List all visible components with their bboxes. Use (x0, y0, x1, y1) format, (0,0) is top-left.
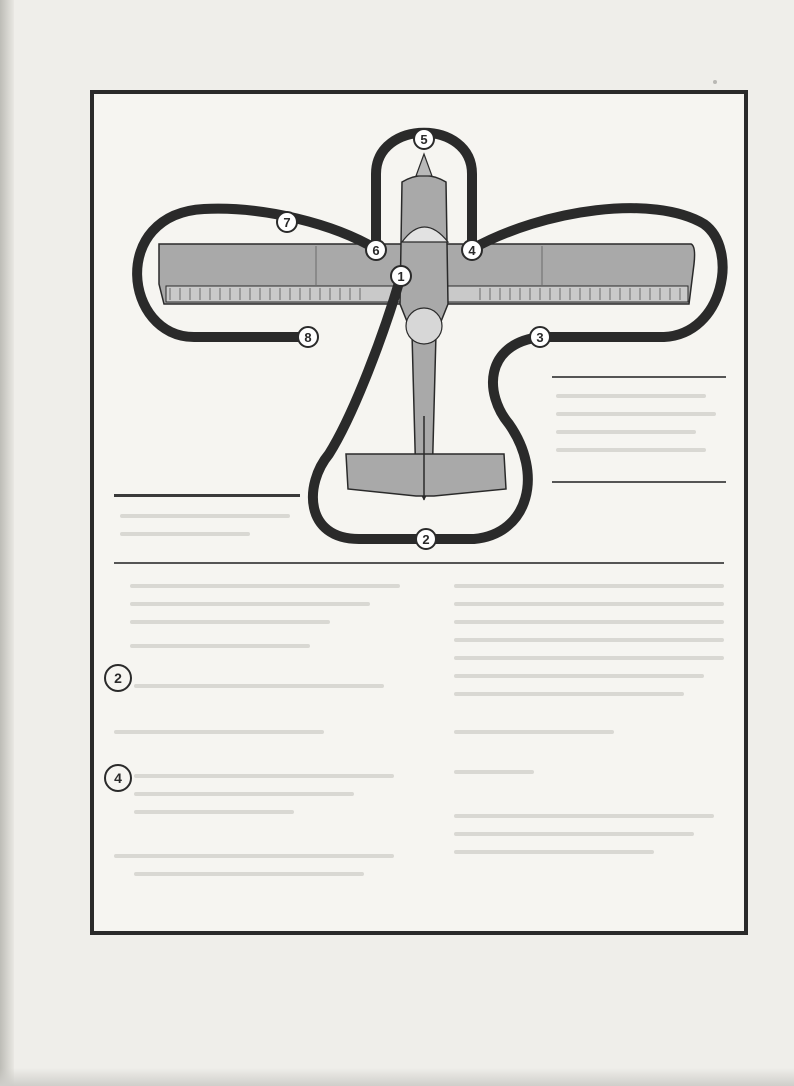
step-marker-2 (104, 664, 132, 692)
faded-text-line (454, 814, 714, 818)
route-marker-8-label: 8 (304, 330, 312, 345)
page-bottom-shadow (0, 1068, 794, 1086)
route-marker-4 (462, 240, 482, 260)
faded-text-line (130, 620, 330, 624)
faded-text-line (134, 684, 384, 688)
faded-text-line (454, 638, 724, 642)
route-marker-1-label: 1 (397, 269, 405, 284)
faded-text-line (134, 774, 394, 778)
faded-text-line (134, 792, 354, 796)
faded-text-line (134, 872, 364, 876)
propeller-spinner (416, 154, 432, 176)
route-marker-3-label: 3 (536, 330, 544, 345)
route-marker-2-label: 2 (422, 532, 430, 547)
step-marker-4 (104, 764, 132, 792)
route-marker-7-label: 7 (283, 215, 291, 230)
page-edge-shadow (0, 0, 14, 1086)
left-caption-rule (114, 494, 300, 497)
faded-text-line (120, 532, 250, 536)
faded-text-line (454, 584, 724, 588)
horizontal-stabilizer (346, 454, 506, 496)
route-marker-5-label: 5 (420, 132, 428, 147)
faded-text-line (556, 448, 706, 452)
route-marker-2 (416, 529, 436, 549)
faded-text-line (130, 584, 400, 588)
faded-text-line (454, 620, 724, 624)
faded-text-line (120, 514, 290, 518)
faded-text-line (134, 810, 294, 814)
rear-cockpit (406, 308, 442, 344)
right-callout-rule-bottom (552, 481, 726, 483)
route-marker-7 (277, 212, 297, 232)
faded-text-line (130, 644, 310, 648)
faded-text-line (130, 602, 370, 606)
faded-text-line (556, 430, 696, 434)
faded-text-line (556, 412, 716, 416)
faded-text-line (454, 850, 654, 854)
section-divider (114, 562, 724, 564)
route-marker-4-label: 4 (468, 243, 476, 258)
route-marker-6 (366, 240, 386, 260)
faded-text-line (454, 602, 724, 606)
route-marker-8 (298, 327, 318, 347)
faded-text-line (556, 394, 706, 398)
step-marker-4-label: 4 (114, 770, 122, 786)
route-marker-1 (391, 266, 411, 286)
faded-text-line (454, 656, 724, 660)
faded-text-line (454, 730, 614, 734)
route-marker-6-label: 6 (372, 243, 380, 258)
faded-text-line (454, 674, 704, 678)
faded-text-line (114, 854, 394, 858)
faded-text-line (454, 832, 694, 836)
route-marker-3 (530, 327, 550, 347)
faded-text-line (454, 692, 684, 696)
right-callout-rule-top (552, 376, 726, 378)
faded-text-line (114, 730, 324, 734)
route-marker-5 (414, 129, 434, 149)
aircraft-routing-diagram (94, 94, 744, 931)
faded-text-line (454, 770, 534, 774)
step-marker-2-label: 2 (114, 670, 122, 686)
figure-frame (90, 90, 748, 935)
